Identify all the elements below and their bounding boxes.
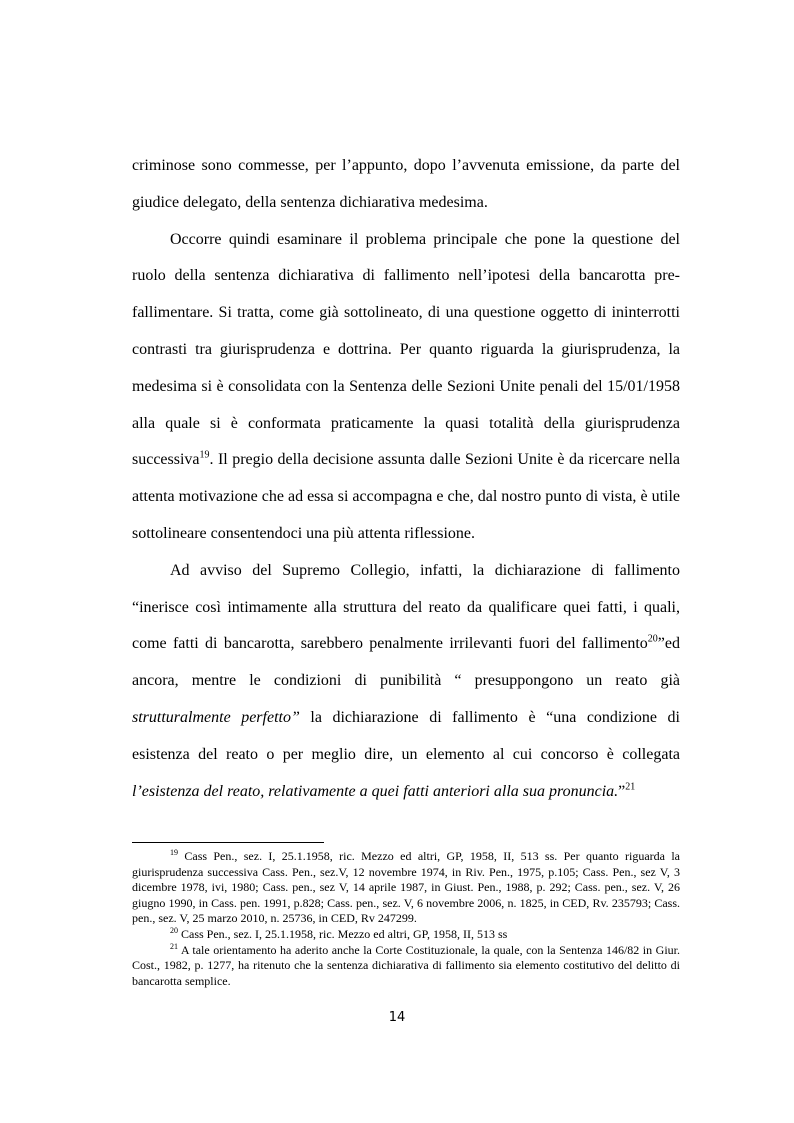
- main-text: [132, 148, 680, 810]
- paragraph-3-text-b: ”ed ancora, mentre le condizioni di punibilità “ presuppongono un reato già: [132, 635, 680, 690]
- paragraph-3-italic-1: strutturalmente perfetto”: [132, 708, 300, 726]
- footnote-19: [132, 849, 680, 927]
- footnote-number: 20: [170, 925, 178, 935]
- footnote-number: 21: [170, 941, 178, 951]
- paragraph-1: [132, 148, 680, 222]
- footnote-ref-21[interactable]: 21: [625, 781, 636, 793]
- paragraph-3-text-d: ”: [618, 782, 626, 800]
- footnotes: [132, 849, 680, 989]
- footnote-number: 19: [170, 848, 178, 857]
- footnote-ref-19[interactable]: 19: [199, 450, 210, 462]
- footnote-20: [132, 927, 680, 943]
- paragraph-3-italic-2: l’esistenza del reato, relativamente a quei fatti anteriori alla sua pronuncia.: [132, 782, 619, 800]
- paragraph-1-text: criminose sono commesse, per l’appunto, dopo l’avvenuta emissione, da parte del giudice delegato, della sentenza dichiarativa medesima.: [132, 157, 680, 211]
- footnote-text: A tale orientamento ha aderito anche la Corte Costituzionale, la quale, con la Sentenza 146/82 in Giur. Cost., 1982, p. 1277, ha ritenuto che la sentenza dichiarativa di fallimento sia elemento costitutivo del delitto di bancarotta semplice.: [132, 942, 680, 988]
- paragraph-3: [132, 553, 680, 811]
- footnote-21: [132, 943, 680, 990]
- paragraph-3-text-c: la dichiarazione di fallimento è “una condizione di esistenza del reato o per meglio dire, un elemento al cui concorso è collegata: [132, 708, 681, 763]
- page-number: 14: [388, 1010, 406, 1025]
- paragraph-3-text-a: Ad avviso del Supremo Collegio, infatti, la dichiarazione di fallimento “inerisce così intimamente alla struttura del reato da qualificare quei fatti, i quali, come fatti di bancarotta, sarebbero penalmente irrilevanti fuori del fallimento: [132, 561, 680, 653]
- footnote-text: Cass Pen., sez. I, 25.1.1958, ric. Mezzo ed altri, GP, 1958, II, 513 ss: [181, 926, 508, 941]
- footnote-separator: [132, 842, 324, 843]
- footnote-text: Cass Pen., sez. I, 25.1.1958, ric. Mezzo ed altri, GP, 1958, II, 513 ss. Per quanto riguarda la giurisprudenza successiva Cass. Pen., sez.V, 12 novembre 1974, in Riv. Pen., 1975, p.105; Cass. Pen., sez V, 3 dicembre 1978, ivi, 1980; Cass. pen., sez V, 14 aprile 1987, in Giust. Pen., 1988, p. 292; Cass. pen., sez. V, 26 giugno 1990, in Cass. pen. 1991, p.828; Cass. pen., sez. V, 6 novembre 2006, n. 1825, in CED, Rv. 235793; Cass. pen., sez. V, 25 marzo 2010, n. 25736, in CED, Rv 247299.: [132, 849, 680, 926]
- footnote-ref-20[interactable]: 20: [647, 634, 658, 646]
- paragraph-2-text-b: . Il pregio della decisione assunta dalle Sezioni Unite è da ricercare nella attenta motivazione che ad essa si accompagna e che, dal nostro punto di vista, è utile sottolineare consentendoci una più attenta riflessione.: [132, 451, 680, 542]
- page-body: [132, 148, 680, 810]
- paragraph-2-text-a: Occorre quindi esaminare il problema principale che pone la questione del ruolo della sentenza dichiarativa di fallimento nell’ipotesi della bancarotta pre-fallimentare. Si tratta, come già sottolineato, di una questione oggetto di ininterrotti contrasti tra giurisprudenza e dottrina. Per quanto riguarda la giurisprudenza, la medesima si è consolidata con la Sentenza delle Sezioni Unite penali del 15/01/1958 alla quale si è conformata praticamente la quasi totalità della giurisprudenza successiva: [132, 230, 680, 469]
- paragraph-2: [132, 222, 680, 553]
